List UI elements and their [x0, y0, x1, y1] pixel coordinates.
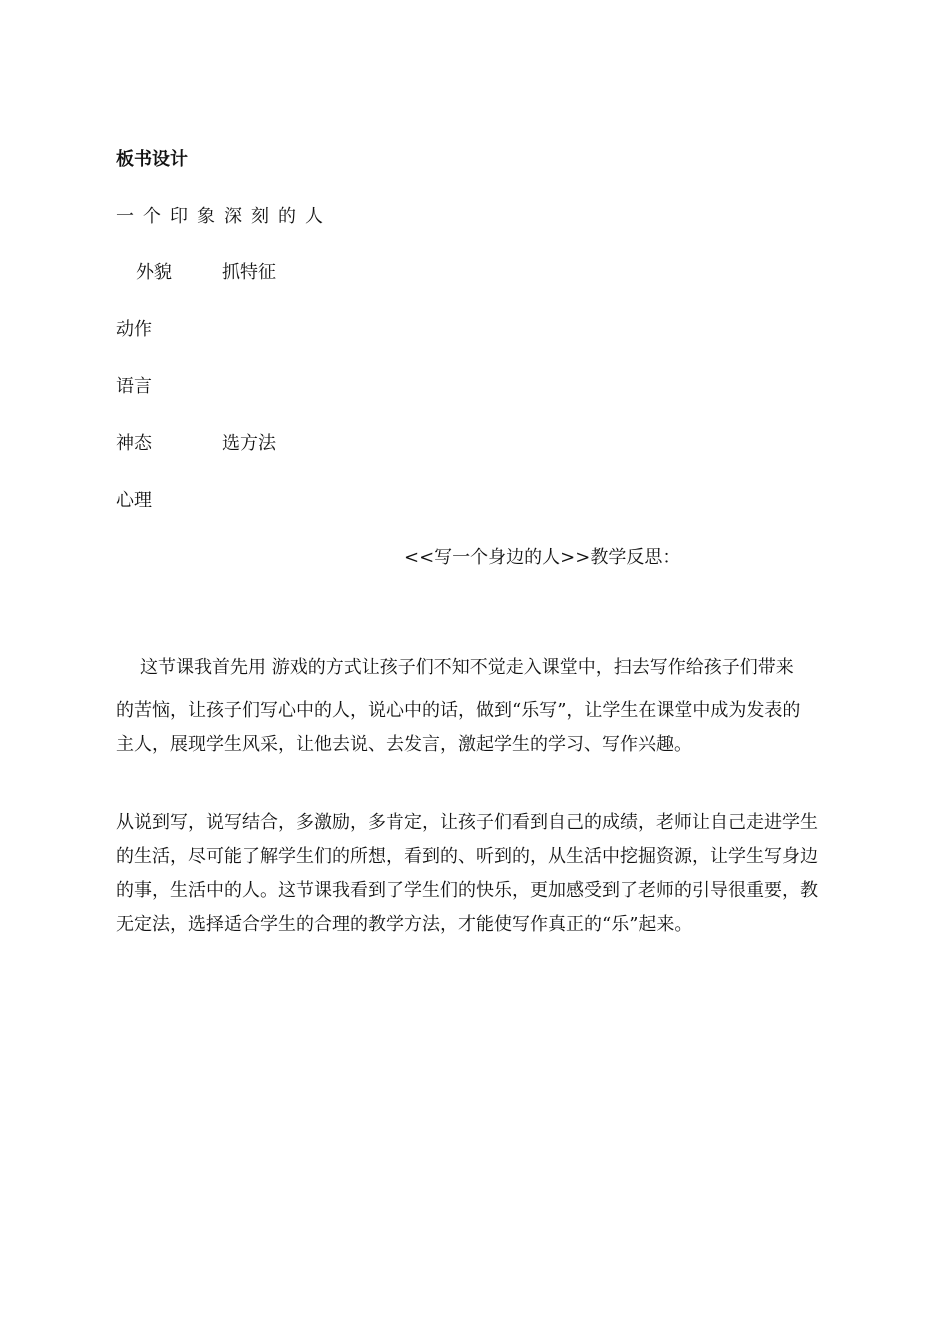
- board-row-note: 选方法: [222, 433, 276, 454]
- board-row-label: 心理: [116, 490, 152, 511]
- board-row-label: 动作: [116, 319, 152, 340]
- board-row-label: 神态: [116, 433, 152, 454]
- reflection-title: <<写一个身边的人>>教学反思：: [404, 547, 681, 568]
- reflection-paragraph: [116, 694, 836, 762]
- paragraph-line: 无定法，选择适合学生的合理的教学方法，才能使写作真正的“乐”起来。: [116, 914, 693, 935]
- board-design-heading: 板书设计: [116, 149, 188, 170]
- paragraph-line: 的事，生活中的人。这节课我看到了学生们的快乐，更加感受到了老师的引导很重要，教: [116, 880, 818, 901]
- reflection-paragraph: [116, 647, 836, 689]
- paragraph-line: 从说到写，说写结合，多激励，多肯定，让孩子们看到自己的成绩，老师让自己走进学生: [116, 812, 818, 833]
- board-title: 一个印象深刻的人: [116, 206, 332, 227]
- board-row-label: 外貌: [136, 262, 172, 283]
- paragraph-line: 主人，展现学生风采，让他去说、去发言，激起学生的学习、写作兴趣。: [116, 734, 692, 755]
- reflection-paragraph: [116, 806, 836, 942]
- board-row-note: 抓特征: [222, 262, 276, 283]
- board-row-label: 语言: [116, 376, 152, 397]
- paragraph-line: 的苦恼，让孩子们写心中的人，说心中的话，做到“乐写”，让学生在课堂中成为发表的: [116, 700, 801, 721]
- paragraph-line: 的生活，尽可能了解学生们的所想，看到的、听到的，从生活中挖掘资源，让学生写身边: [116, 846, 818, 867]
- paragraph-line: 这节课我首先用 游戏的方式让孩子们不知不觉走入课堂中，扫去写作给孩子们带来: [140, 657, 794, 678]
